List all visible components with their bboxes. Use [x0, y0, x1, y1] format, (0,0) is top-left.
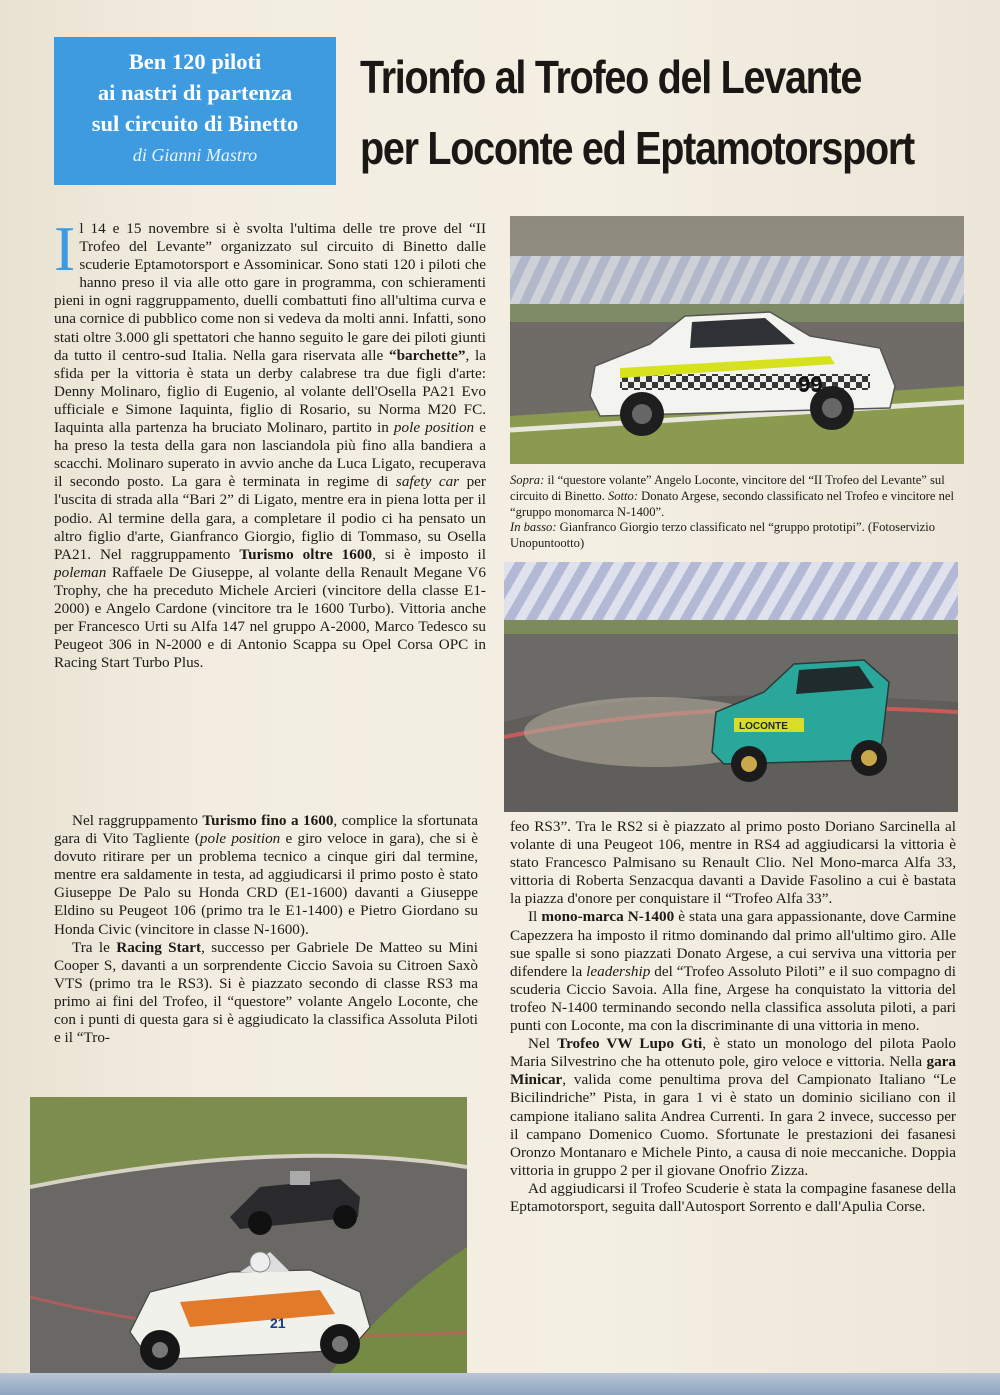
caption-sopra-label: Sopra: — [510, 473, 545, 487]
title-line-1: Trionfo al Trofeo del Levante — [360, 51, 862, 103]
body-column-1 — [54, 213, 486, 672]
caption-basso-text: Gianfranco Giorgio terzo classificato nel “gruppo prototipi”. (Fotoservizio Unopuntootto) — [510, 520, 936, 551]
body-paragraph: feo RS3”. Tra le RS2 si è piazzato al primo posto Doriano Sarcinella al volante di una Peugeot 106, mentre in RS4 ad aggiudicarsi la vittoria è stato Francesco Palmisano su Renault Clio. Nel Mono-marca Alfa 33, vittoria di Roberta Senzacqua davanti a Davide Fasolino a cui è bastata la piazza d'onore per conquistare il “Trofeo Alfa 33”. — [510, 818, 956, 908]
kicker-box — [54, 37, 336, 185]
car-number-21: 21 — [270, 1315, 286, 1331]
body-paragraph: Il 14 e 15 novembre si è svolta l'ultima delle tre prove del “II Trofeo del Levante” organizzato sul circuito di Binetto dalle scuderie Eptamotorsport e Assominicar. Sono stati 120 i piloti che hanno preso il via alle otto gare in programma, con schieramenti pieni in ogni raggruppamento, duelli combattuti fino all'ultima curva e una cornice di pubblico come non si vedeva da molti anni. Infatti, sono stati oltre 3.000 gli spettatori che hanno seguito le gare dei piloti giunti da tutto il centro-sud Italia. Nella gara riservata alle “barchette”, la sfida per la vittoria è stata un derby calabrese tra due figli d'arte: Denny Molinaro, figlio di Eugenio, al volante dell'Osella PA21 Evo ufficiale e Simone Iaquinta, figlio di Rosario, su Norma M20 FC. Iaquinta alla partenza ha bruciato Molinaro, partito in pole position e ha preso la testa della gara non lasciandola più fino alla bandiera a scacchi. Molinaro superato in avvio anche da Luca Ligato, recuperava il secondo posto. La gara è terminata in regime di safety car per l'uscita di strada alla “Bari 2” di Ligato, mentre era in piena lotta per il podio. Al termine della gara, a completare il podio ci ha pensato un altro figlio d'arte, Gianfranco Giorgio, figlio di Tommaso, su Osella PA21. Nel raggruppamento Turismo oltre 1600, si è imposto il poleman Raffaele De Giuseppe, al volante della Renault Megane V6 Trophy, che ha preceduto Michele Arcieri (vincitore della classe E1-2000) e Angelo Cardone (vincitore tra le 1600 Turbo). Vittoria anche per Francesco Urti su Alfa 147 nel gruppo A-2000, Marco Tedesco su Peugeot 306 in N-2000 e di Antonio Scappa su Opel Corsa OPC in Racing Start Turbo Plus. — [54, 213, 486, 672]
body-column-2 — [510, 818, 956, 1216]
drop-cap: I — [54, 213, 76, 284]
body-paragraph: Tra le Racing Start, successo per Gabriele De Matteo su Mini Cooper S, davanti a un sorprendente Ciccio Savoia su Citroen Saxò VTS (primo tra le RS3). Si è piazzato secondo di classe RS3 ma primo ai fini del Trofeo, il “questore” volante Angelo Loconte, che con i punti di questa gara si è aggiudicato la classifica Assoluta Piloti e il “Tro- — [54, 938, 478, 1047]
photo-argese-image — [504, 562, 958, 812]
body-paragraph: Ad aggiudicarsi il Trofeo Scuderie è stata la compagine fasanese della Eptamotorsport, seguita dall'Autosport Sorrento e dall'Apulia Corse. — [510, 1179, 956, 1215]
kicker-line-1: Ben 120 piloti — [128, 49, 262, 74]
body-paragraph: Il mono-marca N-1400 è stata una gara appassionante, dove Carmine Capezzera ha imposto il ritmo dominando dal primo all'ultimo giro. Alle sue spalle si sono piazzati Donato Argese, a cui serviva una vittoria per difendere la leadership del “Trofeo Assoluto Piloti” e il suo compagno di scuderia Ciccio Savoia. Alla fine, Argese ha conquistato la vittoria del trofeo N-1400 terminando secondo nella classifica assoluta piloti, a pari punti con Loconte, ma con la discriminante di una vittoria in meno. — [510, 908, 956, 1035]
photo-giorgio-image — [30, 1097, 467, 1373]
kicker-line-2: ai nastri di partenza — [97, 80, 293, 105]
caption-sotto-text: Donato Argese, secondo classificato nel Trofeo e vincitore nel “gruppo monomarca N-1400”. — [510, 488, 954, 519]
caption-sopra-text: il “questore volante” Angelo Loconte, vincitore del “II Trofeo del Levante” sul circuito di Binetto. — [510, 473, 945, 503]
page-edge — [0, 1373, 1000, 1395]
photo-loconte-car — [510, 216, 964, 464]
body-paragraph: Nel raggruppamento Turismo fino a 1600, complice la sfortunata gara di Vito Tagliente (pole position e giro veloce in gara), che si è dovuto ritirare per un problema tecnico a cinque giri dal termine, mentre era saldamente in testa, ad aggiudicarsi il primo posto è stato Giuseppe De Palo su Honda CRD (E1-1600) davanti a Giuseppe Eldino su Peugeot 106 (primo tra le E1-1400) e Pietro Giordano su Honda Civic (vincitore in classe N-1600). — [54, 812, 479, 938]
kicker-line-3: sul circuito di Binetto — [91, 111, 299, 136]
title-line-2: per Loconte ed Eptamotorsport — [360, 122, 914, 174]
body-paragraph: Nel Trofeo VW Lupo Gti, è stato un monologo del pilota Paolo Maria Silvestrino che ha ottenuto pole, giro veloce e vittoria. Nella gara Minicar, valida come penultima prova del Campionato Italiano “Le Bicilindriche” Pista, in gara 1 vi è stato un dominio siciliano con il campione italiano salita Andrea Currenti. In gara 2 invece, successo per il campano Domenico Cuomo. Sfortunate le prestazioni dei fasanesi Oronzo Montanaro e Michele Pinto, a causa di noie meccaniche. Doppia vittoria in gruppo 2 per il giovane Onofrio Zizza. — [510, 1035, 956, 1179]
photo-giorgio-prototype — [30, 1097, 467, 1373]
photo-loconte-image — [510, 216, 964, 464]
caption-sotto-label: Sotto: — [607, 488, 639, 503]
article-title — [360, 42, 914, 184]
body-column-1-continued — [54, 812, 478, 1047]
car-sponsor-text: LOCONTE — [739, 721, 788, 732]
caption-basso-label: In basso: — [510, 520, 557, 535]
author-byline: di Gianni Mastro — [132, 145, 258, 165]
photo-argese-car — [504, 562, 958, 812]
car-number-99: 99 — [798, 372, 823, 397]
photo-caption — [510, 473, 962, 552]
